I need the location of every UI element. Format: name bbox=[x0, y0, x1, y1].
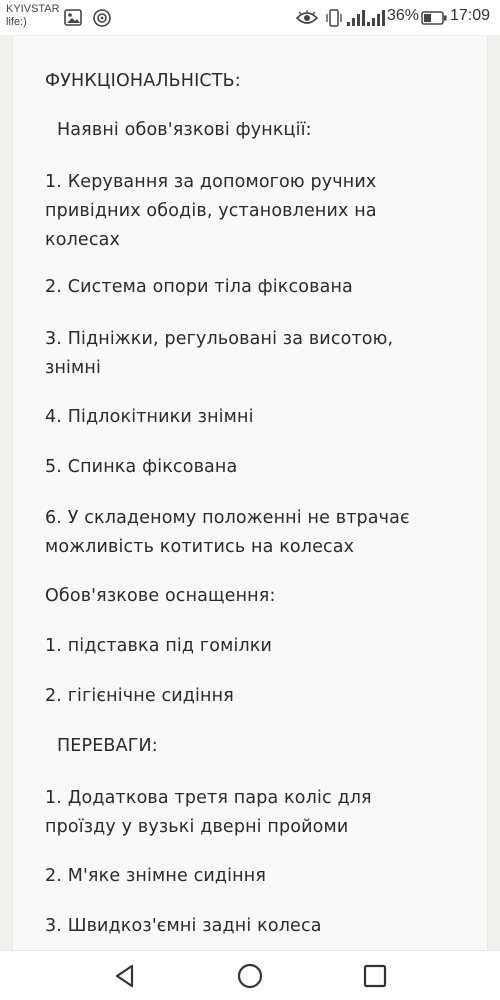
eye-comfort-icon bbox=[296, 10, 318, 26]
heading-functionality: ФУНКЦІОНАЛЬНІСТЬ: bbox=[45, 71, 241, 91]
text-line: 1. Додаткова третя пара коліс для bbox=[45, 788, 372, 808]
text-line: 2. Система опори тіла фіксована bbox=[45, 277, 353, 297]
back-icon[interactable] bbox=[108, 959, 142, 993]
status-bar bbox=[0, 0, 500, 36]
text-line: 2. гігієнічне сидіння bbox=[45, 686, 234, 706]
home-icon[interactable] bbox=[233, 959, 267, 993]
recents-icon[interactable] bbox=[358, 959, 392, 993]
carrier-line-2: life:) bbox=[6, 16, 27, 28]
text-line: можливість котитись на колесах bbox=[45, 537, 355, 557]
signal-strength-2-icon bbox=[366, 9, 386, 27]
signal-strength-icon bbox=[346, 9, 366, 27]
text-line: 2. М'яке знімне сидіння bbox=[45, 866, 266, 886]
text-line: привідних ободів, установлених на bbox=[45, 201, 377, 221]
heading-advantages: ПЕРЕВАГИ: bbox=[57, 736, 158, 756]
battery-icon bbox=[421, 11, 447, 25]
text-line: 3. Підніжки, регульовані за висотою, bbox=[45, 329, 394, 349]
document-viewer[interactable] bbox=[0, 36, 500, 950]
document-page bbox=[12, 36, 488, 950]
text-line: Обов'язкове оснащення: bbox=[45, 586, 276, 606]
text-line: знімні bbox=[45, 358, 102, 378]
text-line: 1. Керування за допомогою ручних bbox=[45, 172, 377, 192]
text-line: 6. У складеному положенні не втрачає bbox=[45, 508, 410, 528]
clock-time: 17:09 bbox=[450, 7, 491, 24]
location-target-icon bbox=[92, 8, 112, 28]
text-line: проїзду у вузькі дверні пройоми bbox=[45, 817, 349, 837]
text-line: 1. підставка під гомілки bbox=[45, 636, 273, 656]
battery-percent: 36% bbox=[387, 7, 420, 24]
vibrate-icon bbox=[326, 9, 342, 27]
text-line: колесах bbox=[45, 230, 120, 250]
text-line: 3. Швидкоз'ємні задні колеса bbox=[45, 916, 322, 936]
image-notification-icon bbox=[64, 9, 84, 27]
text-line: 4. Підлокітники знімні bbox=[45, 407, 254, 427]
text-line: 5. Спинка фіксована bbox=[45, 457, 238, 477]
navigation-bar bbox=[0, 950, 500, 1000]
carrier-line-1: KYIVSTAR bbox=[6, 3, 60, 15]
text-line: Наявні обов'язкові функції: bbox=[57, 120, 312, 140]
